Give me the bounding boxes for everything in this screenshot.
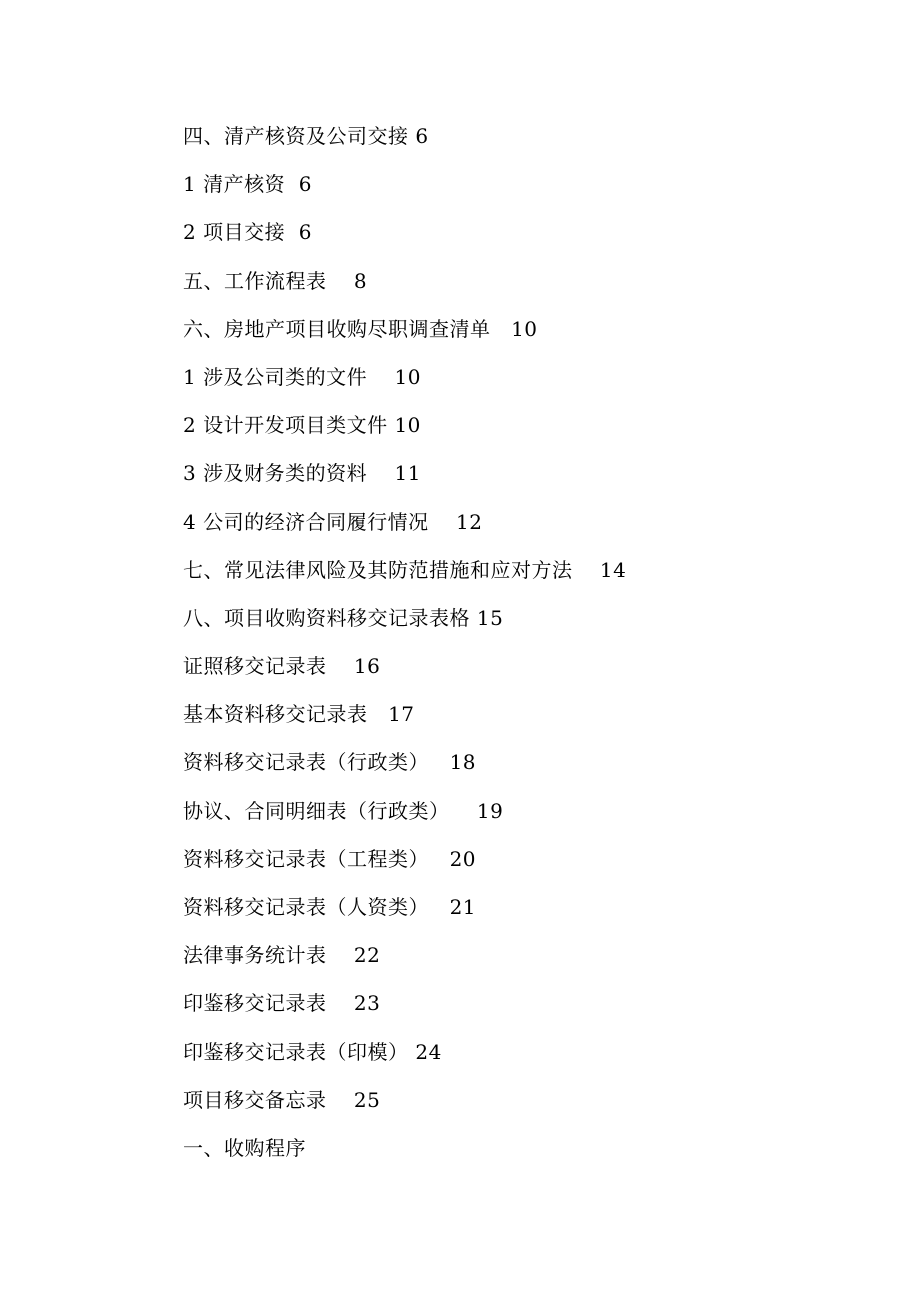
toc-entry: 印鉴移交记录表（印模） 24 [183, 1039, 442, 1064]
toc-entry: 2 项目交接 6 [183, 220, 313, 245]
toc-entry: 基本资料移交记录表 17 [183, 702, 415, 727]
toc-entry: 五、工作流程表 8 [183, 268, 368, 293]
toc-entry: 1 清产核资 6 [183, 172, 313, 197]
toc-entry: 法律事务统计表 22 [183, 943, 381, 968]
toc-entry: 2 设计开发项目类文件 10 [183, 413, 421, 438]
toc-entry: 八、项目收购资料移交记录表格 15 [183, 605, 504, 630]
toc-entry: 六、房地产项目收购尽职调查清单 10 [183, 316, 538, 341]
toc-entry: 资料移交记录表（行政类） 18 [183, 750, 477, 775]
toc-entry: 证照移交记录表 16 [183, 654, 381, 679]
toc-entry: 项目移交备忘录 25 [183, 1087, 381, 1112]
toc-entry: 七、常见法律风险及其防范措施和应对方法 14 [183, 557, 627, 582]
toc-entry: 4 公司的经济合同履行情况 12 [183, 509, 483, 534]
toc-entry: 1 涉及公司类的文件 10 [183, 364, 421, 389]
toc-entry: 资料移交记录表（人资类） 21 [183, 895, 477, 919]
table-of-contents [183, 112, 626, 1172]
section-heading: 一、收购程序 [183, 1135, 306, 1160]
toc-entry: 3 涉及财务类的资料 11 [183, 461, 421, 486]
toc-entry: 协议、合同明细表（行政类） 19 [183, 798, 504, 823]
toc-entry: 印鉴移交记录表 23 [183, 991, 381, 1016]
toc-entry: 四、清产核资及公司交接 6 [183, 124, 429, 148]
toc-entry: 资料移交记录表（工程类） 20 [183, 846, 477, 871]
